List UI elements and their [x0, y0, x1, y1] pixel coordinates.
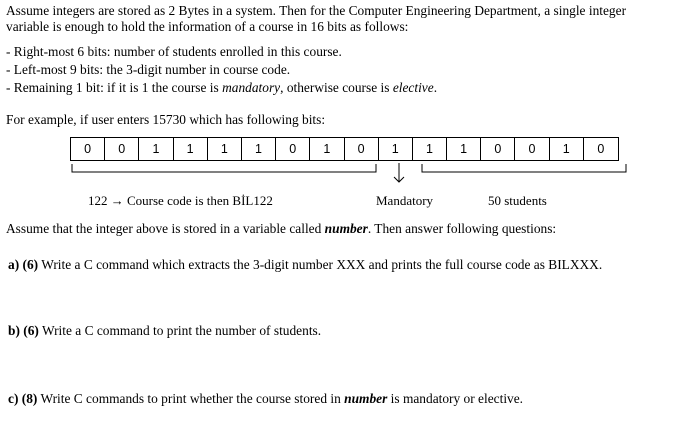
bit-cell: 0 — [345, 138, 379, 160]
intro-line-1: Assume integers are stored as 2 Bytes in a system. Then for the Computer Engineering Department, a single integer — [6, 3, 627, 18]
course-code-label: 122 → Course code is then BİL122 — [88, 193, 273, 208]
question-c-variable: number — [344, 391, 388, 406]
bit-cell: 1 — [413, 138, 447, 160]
rule-right-most: - Right-most 6 bits: number of students enrolled in this course. — [6, 44, 342, 59]
bit-cell: 1 — [447, 138, 481, 160]
intro-line-2: variable is enough to hold the information of a course in 16 bits as follows: — [6, 19, 409, 34]
variable-name: number — [324, 221, 368, 236]
bit-cell: 1 — [550, 138, 584, 160]
bit-cell: 1 — [208, 138, 242, 160]
assume-before: Assume that the integer above is stored in a variable called — [6, 221, 325, 236]
course-code-bracket — [72, 164, 376, 172]
bit-cell: 0 — [276, 138, 310, 160]
bit-cell: 0 — [481, 138, 515, 160]
rule-mandatory-word: mandatory — [222, 80, 281, 95]
arrow-down-icon — [394, 163, 404, 182]
question-b — [8, 323, 321, 339]
question-b-text: Write a C command to print the number of students. — [38, 323, 322, 338]
students-label: 50 students — [488, 193, 547, 208]
question-a-text: Write a C command which extracts the 3-digit number XXX and prints the full course code as BILXXX. — [38, 257, 603, 272]
bit-cell: 1 — [174, 138, 208, 160]
question-c-text-before: Write C commands to print whether the course stored in — [37, 391, 345, 406]
rule-remaining-after: . — [433, 80, 438, 95]
question-c-text-after: is mandatory or elective. — [387, 391, 524, 406]
bit-cell: 0 — [515, 138, 549, 160]
question-a-tag: a) (6) — [8, 257, 39, 272]
bit-cell: 1 — [242, 138, 276, 160]
rule-remaining-middle: , otherwise course is — [280, 80, 393, 95]
bit-cell: 0 — [105, 138, 139, 160]
question-c-tag: c) (8) — [8, 391, 38, 406]
bit-cell: 1 — [139, 138, 173, 160]
rule-elective-word: elective — [392, 80, 434, 95]
bit-cell: 0 — [597, 142, 605, 156]
assume-after: . Then answer following questions: — [367, 221, 557, 236]
bit-cell: 1 — [379, 138, 413, 160]
rule-left-most: - Left-most 9 bits: the 3-digit number in course code. — [6, 62, 291, 77]
question-a — [8, 257, 602, 273]
students-bracket — [422, 164, 626, 172]
bit-cell: 1 — [310, 138, 344, 160]
question-b-tag: b) (6) — [8, 323, 39, 338]
assume-text — [6, 221, 556, 237]
bit-cell: 0 — [71, 138, 105, 160]
example-text: For example, if user enters 15730 which has following bits: — [6, 112, 326, 127]
rule-remaining-before: - Remaining 1 bit: if it is 1 the course is — [6, 80, 223, 95]
question-c — [8, 391, 523, 407]
mandatory-label: Mandatory — [376, 193, 434, 208]
